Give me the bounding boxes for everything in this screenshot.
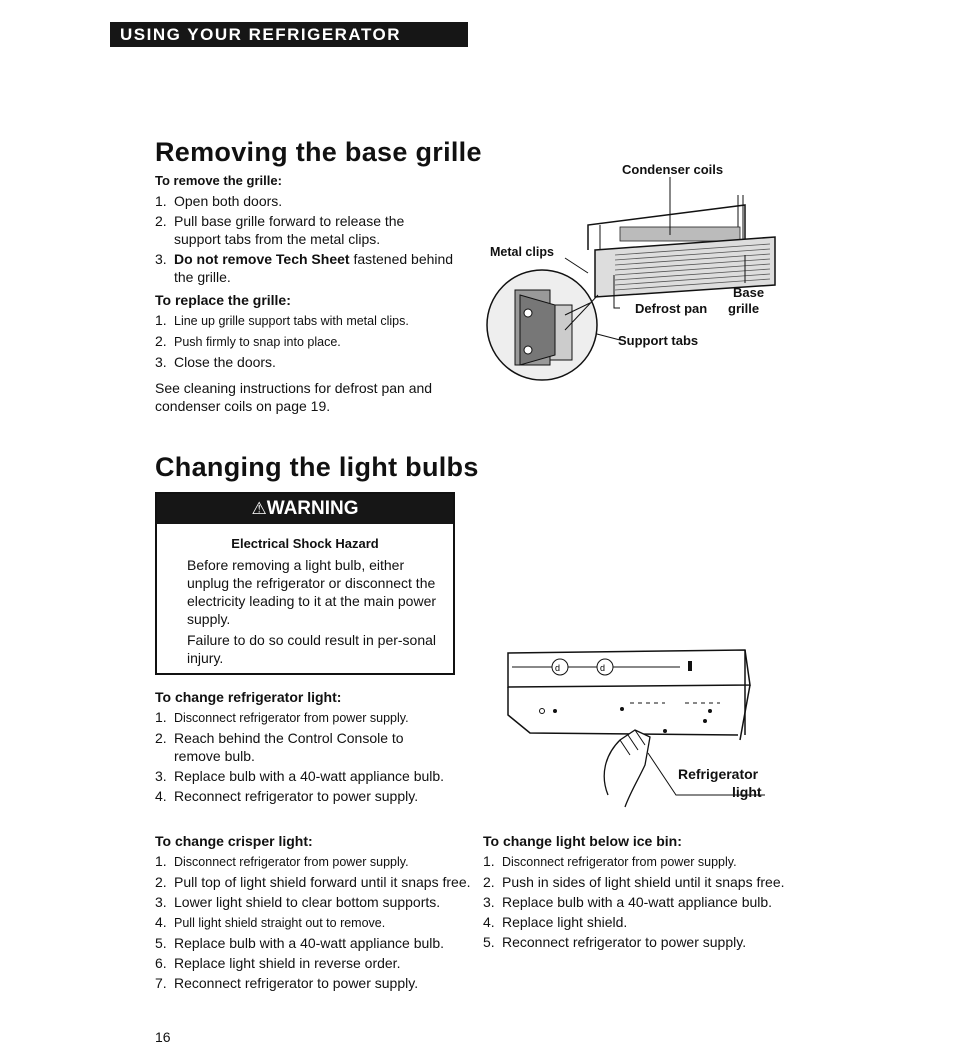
list-item: 2. Reach behind the Control Console to remove bulb. [155,730,404,764]
svg-text:d: d [600,663,606,673]
list-item: 2. Pull base grille forward to release the support tabs from the metal clips. [155,213,405,247]
crisper-light-instructions [155,833,475,994]
list-item: 1. Line up grille support tabs with metal clips. [155,312,409,328]
list-item: 5. Reconnect refrigerator to power supply. [483,934,747,950]
grille-instructions [155,173,475,415]
fridge-light-instructions [155,689,475,807]
label-light: light [732,784,762,800]
warning-header [157,494,453,524]
list-item: 3. Close the doors. [155,354,276,370]
bulbs-section-title: Changing the light bulbs [155,452,479,482]
list-item: 4. Pull light shield straight out to remove. [155,914,386,930]
label-metal-clips: Metal clips [490,245,554,259]
warning-box [155,492,455,675]
section-header-bar [110,22,468,47]
list-item: 3. Do not remove Tech Sheet fastened behind the grille. [155,251,454,285]
list-item: 6. Replace light shield in reverse order. [155,955,401,971]
list-item: 1. Disconnect refrigerator from power supply. [483,853,737,869]
refrigerator-light-figure [500,645,780,810]
list-item: 3. Lower light shield to clear bottom supports. [155,894,441,910]
label-support-tabs: Support tabs [618,333,699,348]
remove-grille-heading: To remove the grille: [155,173,282,188]
label-defrost-pan: Defrost pan [635,301,708,316]
list-item: 2. Push in sides of light shield until it snaps free. [483,874,785,890]
icebin-light-heading: To change light below ice bin: [483,833,682,849]
list-item: 1. Disconnect refrigerator from power supply. [155,709,409,725]
list-item: 2. Push firmly to snap into place. [155,333,341,349]
svg-text:d: d [555,663,561,673]
list-item: 7. Reconnect refrigerator to power supply. [155,975,419,991]
hazard-title: Electrical Shock Hazard [231,536,379,551]
list-item: 3. Replace bulb with a 40-watt appliance bulb. [483,894,773,910]
crisper-light-steps [155,852,475,992]
fridge-light-heading: To change refrigerator light: [155,689,342,705]
list-item: 4. Replace light shield. [483,914,628,930]
remove-grille-steps [155,192,475,286]
cleaning-note: See cleaning instructions for defrost pan and condenser coils on page 19. [155,380,433,414]
warning-text-1: Before removing a light bulb, either unplug the refrigerator or disconnect the electricity leading to it at the main power supply. [187,557,437,627]
replace-grille-steps [155,311,475,371]
grille-section-title: Removing the base grille [155,137,482,167]
list-item: 1. Disconnect refrigerator from power supply. [155,853,409,869]
list-item: 2. Pull top of light shield forward until it snaps free. [155,874,471,890]
replace-grille-heading: To replace the grille: [155,292,291,308]
label-refrigerator: Refrigerator [678,766,759,782]
warning-triangle-icon: ⚠ [251,499,267,518]
fridge-light-steps [155,708,475,805]
list-item: 5. Replace bulb with a 40-watt appliance bulb. [155,935,445,951]
warning-text-2: Failure to do so could result in per-sonal injury. [187,632,437,666]
label-base: Base [733,285,765,300]
list-item: 1. Open both doors. [155,193,283,209]
crisper-light-heading: To change crisper light: [155,833,313,849]
base-grille-illustration [480,155,780,385]
icebin-light-instructions [483,833,803,953]
base-grille-figure [480,155,780,385]
section-header-title: USING YOUR REFRIGERATOR [120,25,402,44]
label-condenser-coils: Condenser coils [622,162,724,177]
warning-label: WARNING [266,498,359,519]
list-item: 4. Reconnect refrigerator to power supply. [155,788,419,804]
label-grille: grille [728,301,760,316]
page-number: 16 [155,1029,171,1045]
list-item: 3. Replace bulb with a 40-watt appliance bulb. [155,768,445,784]
icebin-light-steps [483,852,803,951]
